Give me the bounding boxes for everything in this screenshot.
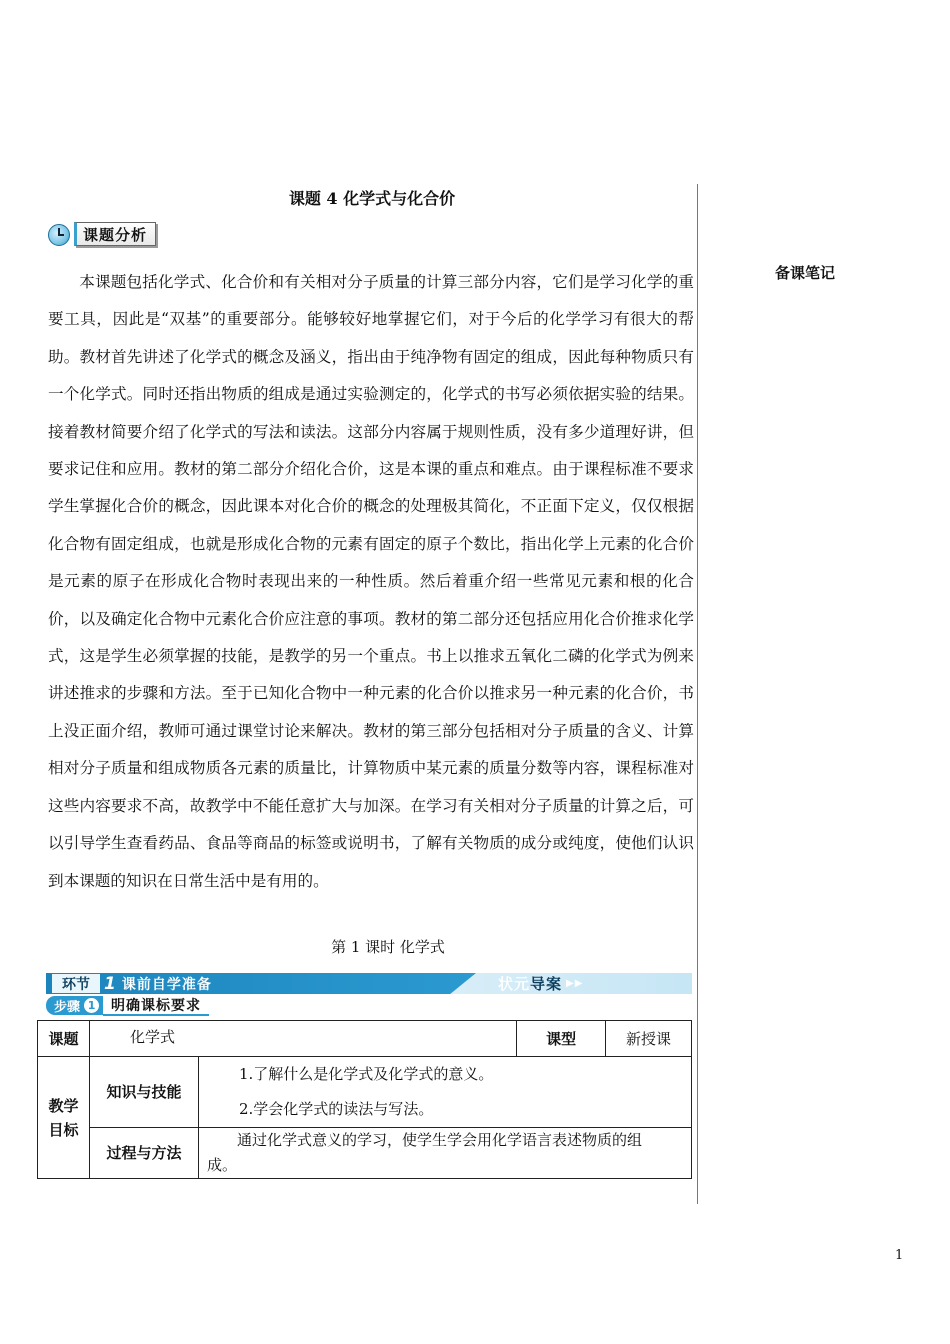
table-row bbox=[38, 1021, 692, 1057]
type-value-cell: 新授课 bbox=[606, 1021, 692, 1057]
banner-brand bbox=[498, 973, 583, 994]
goal-label-cell: 教学目标 bbox=[38, 1057, 90, 1179]
banner-brand-light: 状元 bbox=[498, 975, 531, 993]
stage-banner bbox=[46, 973, 692, 994]
knowledge-items-cell bbox=[199, 1057, 692, 1128]
page-number: 1 bbox=[895, 1248, 904, 1263]
table-row bbox=[38, 1057, 692, 1128]
knowledge-item: 2.学会化学式的读法与写法。 bbox=[239, 1100, 434, 1118]
knowledge-item: 1.了解什么是化学式及化学式的意义。 bbox=[239, 1065, 494, 1083]
objectives-table bbox=[37, 1020, 692, 1179]
knowledge-label-cell: 知识与技能 bbox=[90, 1057, 199, 1128]
side-note-label: 备课笔记 bbox=[774, 264, 835, 282]
table-row bbox=[38, 1128, 692, 1179]
margin-divider bbox=[697, 184, 698, 1204]
section-badge-label: 课题分析 bbox=[74, 222, 156, 246]
step-label-text: 步骤 bbox=[54, 1000, 81, 1015]
topic-value-cell: 化学式 bbox=[90, 1021, 517, 1057]
banner-brand-dark: 导案 bbox=[530, 975, 563, 993]
step-number: 1 bbox=[84, 998, 99, 1013]
section-badge bbox=[46, 220, 156, 248]
topic-label-cell: 课题 bbox=[38, 1021, 90, 1057]
banner-stage-number: 1 bbox=[104, 973, 116, 994]
step-label bbox=[46, 996, 103, 1015]
step-text: 明确课标要求 bbox=[103, 996, 209, 1016]
step-header bbox=[46, 996, 209, 1015]
process-label-cell: 过程与方法 bbox=[90, 1128, 199, 1179]
banner-stage-label: 环节 bbox=[52, 974, 100, 993]
process-text-cell: 通过化学式意义的学习，使学生学会用化学语言表述物质的组成。 bbox=[199, 1128, 692, 1179]
clock-icon bbox=[46, 221, 72, 247]
analysis-paragraph: 本课题包括化学式、化合价和有关相对分子质量的计算三部分内容，它们是学习化学的重要工具，因此是“双基”的重要部分。能够较好地掌握它们，对于今后的化学学习有很大的帮助。教材首先讲述了化学式的概念及涵义，指出由于纯净物有固定的组成，因此每种物质只有一个化学式。同时还指出物质的组成是通过实验测定的，化学式的书写必须依据实验的结果。接着教材简要介绍了化学式的写法和读法。这部分内容属于规则性质，没有多少道理好讲，但要求记住和应用。教材的第二部分介绍化合价，这是本课的重点和难点。由于课程标准不要求学生掌握化合价的概念，因此课本对化合价的概念的处理极其简化，不正面下定义，仅仅根据化合物有固定组成，也就是形成化合物的元素有固定的原子个数比，指出化学上元素的化合价是元素的原子在形成化合物时表现出来的一种性质。然后着重介绍一些常见元素和根的化合价，以及确定化合物中元素化合价应注意的事项。教材的第二部分还包括应用化合价推求化学式，这是学生必须掌握的技能，是教学的另一个重点。书上以推求五氧化二磷的化学式为例来讲述推求的步骤和方法。至于已知化合物中一种元素的化合价以推求另一种元素的化合价，书上没正面介绍，教师可通过课堂讨论来解决。教材的第三部分包括相对分子质量的含义、计算相对分子质量和组成物质各元素的质量比，计算物质中某元素的质量分数等内容，课程标准对这些内容要求不高，故教学中不能任意扩大与加深。在学习有关相对分子质量的计算之后，可以引导学生查看药品、食品等商品的标签或说明书，了解有关物质的成分或纯度，使他们认识到本课题的知识在日常生活中是有用的。 bbox=[48, 273, 694, 890]
double-arrow-icon: ▶▶ bbox=[566, 978, 584, 989]
banner-stage-text: 课前自学准备 bbox=[121, 976, 212, 993]
document-title: 课题 4 化学式与化合价 bbox=[288, 189, 456, 208]
banner-stage bbox=[52, 974, 212, 993]
lesson-title: 第 1 课时 化学式 bbox=[331, 938, 445, 956]
type-label-cell: 课型 bbox=[517, 1021, 606, 1057]
